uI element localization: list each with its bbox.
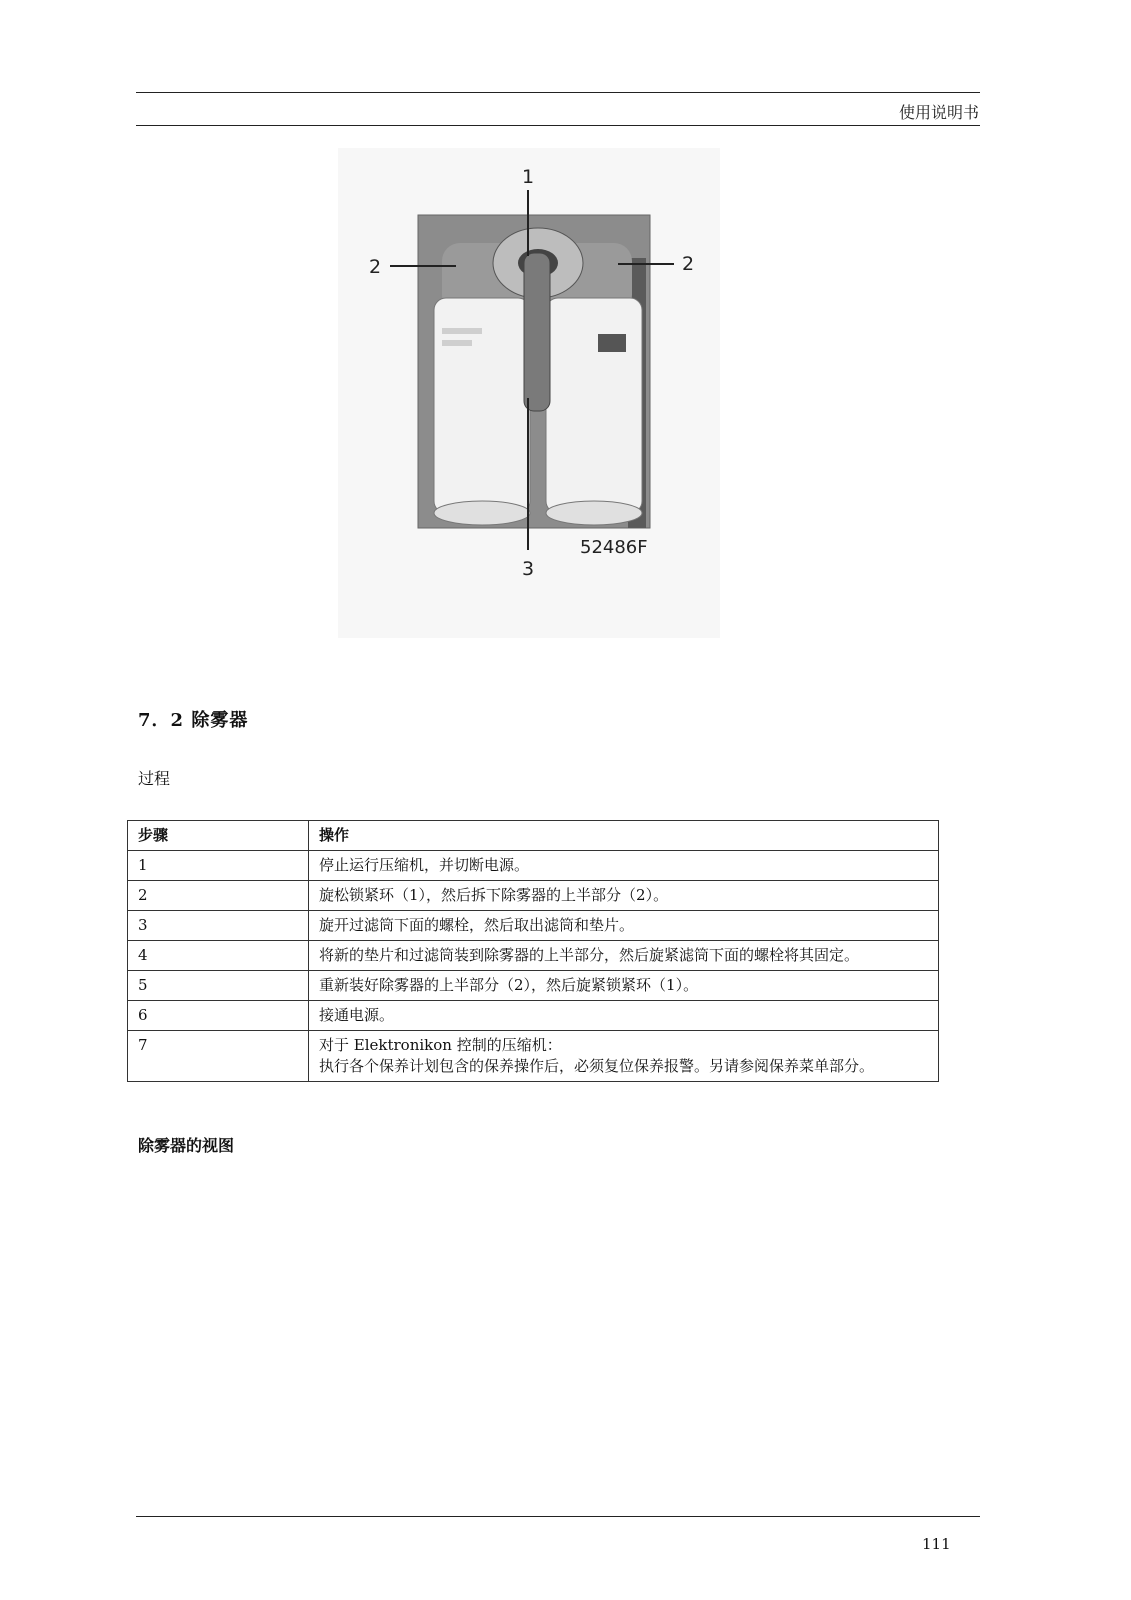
right-cartridge [546, 298, 642, 513]
procedure-heading: 过程 [138, 769, 171, 788]
separator-figure [338, 148, 720, 638]
left-cartridge-bottom [434, 501, 530, 525]
step-number: 3 [128, 911, 309, 941]
header-action: 操作 [309, 821, 939, 851]
step-action: 旋开过滤筒下面的螺栓，然后取出滤筒和垫片。 [309, 911, 939, 941]
header-step: 步骤 [128, 821, 309, 851]
step-number: 4 [128, 941, 309, 971]
view-heading: 除雾器的视图 [138, 1136, 235, 1155]
page-number: 111 [922, 1535, 951, 1553]
step-action: 接通电源。 [309, 1001, 939, 1031]
step-action-line: 执行各个保养计划包含的保养操作后，必须复位保养报警。另请参阅保养菜单部分。 [319, 1057, 875, 1075]
header-title: 使用说明书 [898, 103, 979, 122]
right-cartridge-bottom [546, 501, 642, 525]
table-row [128, 1031, 939, 1082]
callout-number-1: 1 [521, 166, 535, 188]
right-logo-mark [598, 334, 626, 352]
table-row [128, 971, 939, 1001]
step-number: 5 [128, 971, 309, 1001]
step-action [309, 1031, 939, 1082]
step-number: 6 [128, 1001, 309, 1031]
callout-number-2-right: 2 [681, 253, 695, 275]
left-label-mark [442, 340, 472, 346]
step-action: 停止运行压缩机，并切断电源。 [309, 851, 939, 881]
callout-number-2-left: 2 [368, 256, 382, 278]
step-action: 将新的垫片和过滤筒装到除雾器的上半部分，然后旋紧滤筒下面的螺栓将其固定。 [309, 941, 939, 971]
table-row [128, 1001, 939, 1031]
procedure-table [127, 820, 939, 1082]
step-action: 重新装好除雾器的上半部分（2），然后旋紧锁紧环（1）。 [309, 971, 939, 1001]
step-number: 1 [128, 851, 309, 881]
left-label-mark [442, 328, 482, 334]
section-title: 7．2 除雾器 [138, 710, 249, 731]
figure-code: 52486F [580, 537, 648, 558]
step-action-line: 对于 Elektronikon 控制的压缩机： [319, 1036, 562, 1054]
table-row [128, 851, 939, 881]
footer-rule [136, 1516, 980, 1517]
table-row [128, 911, 939, 941]
table-header-row [128, 821, 939, 851]
callout-number-3: 3 [521, 558, 535, 580]
table-row [128, 881, 939, 911]
step-action: 旋松锁紧环（1），然后拆下除雾器的上半部分（2）。 [309, 881, 939, 911]
step-number: 2 [128, 881, 309, 911]
separator-illustration [338, 148, 720, 638]
header-rule-top [136, 92, 980, 93]
header-rule-bottom [136, 125, 980, 126]
wrench [524, 253, 550, 411]
table-row [128, 941, 939, 971]
step-number: 7 [128, 1031, 309, 1082]
